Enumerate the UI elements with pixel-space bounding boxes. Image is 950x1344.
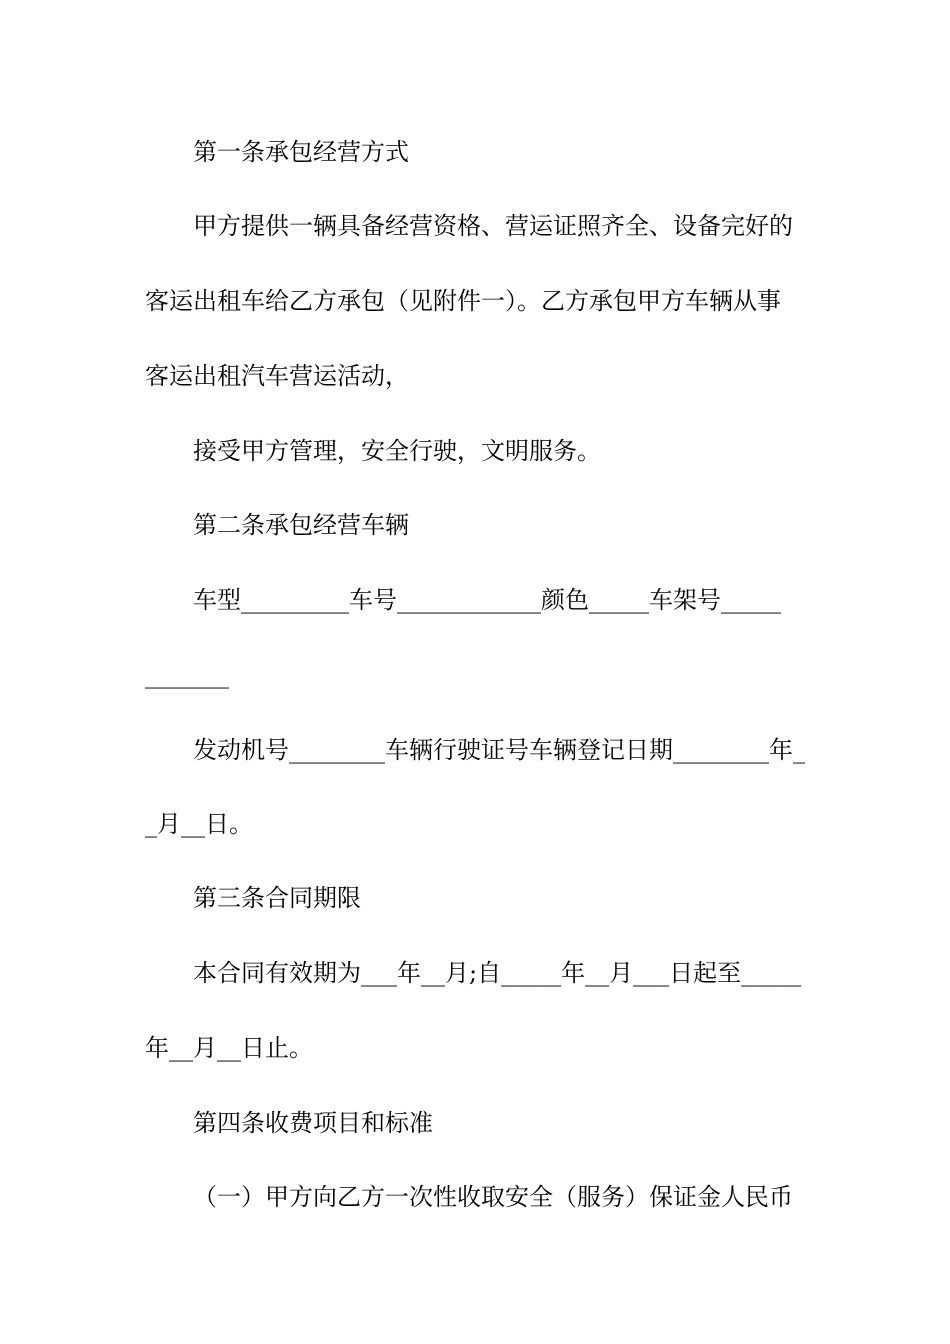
- paragraph-line: 甲方提供一辆具备经营资格、营运证照齐全、设备完好的: [193, 212, 793, 240]
- fee-item-line: （一）甲方向乙方一次性收取安全（服务）保证金人民币: [193, 1183, 793, 1211]
- term-line: 年__月__日止。: [145, 1034, 313, 1062]
- article-3-heading: 第三条合同期限: [193, 884, 361, 912]
- paragraph-line: 接受甲方管理，安全行驶，文明服务。: [193, 437, 601, 465]
- vehicle-info-line: 车型_________车号____________颜色_____车架号_____: [193, 586, 781, 614]
- vehicle-info-line: _月__日。: [145, 810, 253, 838]
- term-line: 本合同有效期为___年__月;自_____年__月___日起至_____: [193, 959, 802, 987]
- paragraph-line: 客运出租车给乙方承包（见附件一）。乙方承包甲方车辆从事: [145, 287, 781, 315]
- vehicle-info-line: _______: [145, 661, 229, 689]
- article-2-heading: 第二条承包经营车辆: [193, 511, 409, 539]
- article-4-heading: 第四条收费项目和标准: [193, 1109, 433, 1137]
- vehicle-info-line: 发动机号________车辆行驶证号车辆登记日期________年_: [193, 736, 805, 764]
- paragraph-line: 客运出租汽车营运活动，: [145, 362, 409, 390]
- article-1-heading: 第一条承包经营方式: [193, 138, 409, 166]
